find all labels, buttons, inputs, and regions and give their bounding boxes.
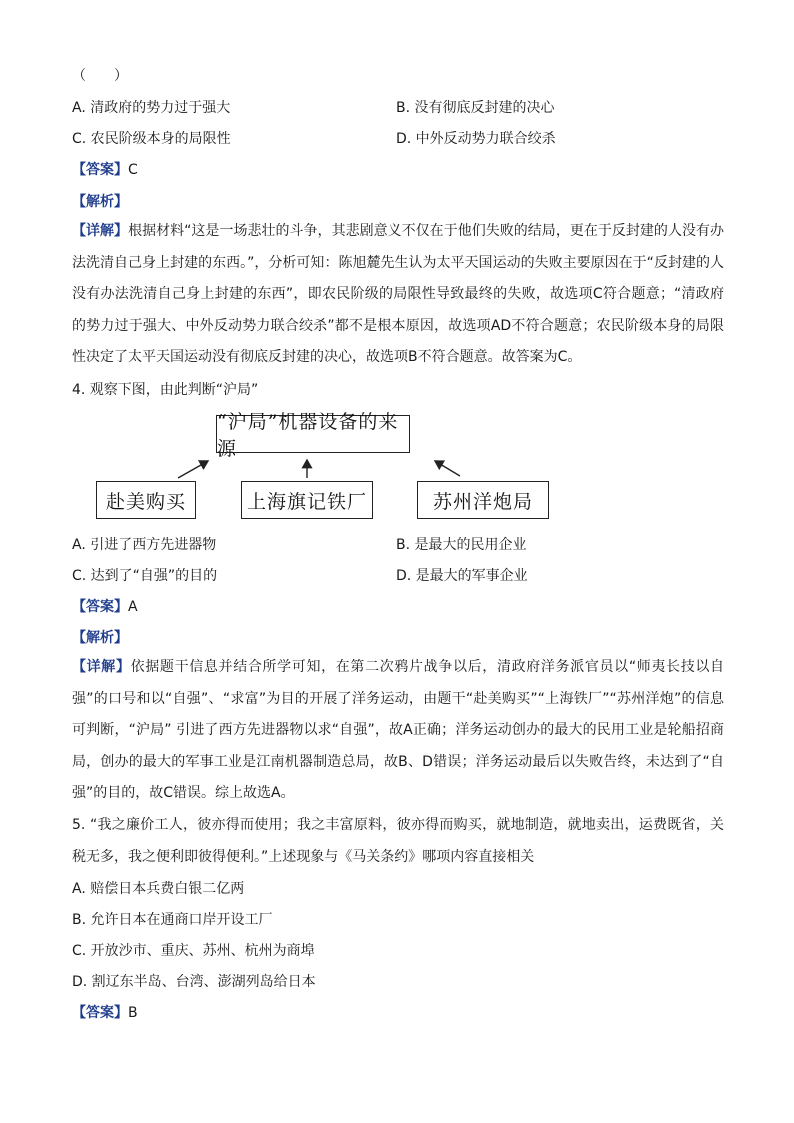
diagram-right-box: 苏州洋炮局 xyxy=(417,481,549,519)
detail-tag: 【详解】 xyxy=(72,659,131,675)
q3-option-b[interactable]: B. 没有彻底反封建的决心 xyxy=(396,100,555,116)
q4-answer xyxy=(72,597,138,617)
answer-value: C xyxy=(128,162,138,178)
q5-option-d[interactable]: D. 割辽东半岛、台湾、澎湖列岛给日本 xyxy=(72,974,316,990)
answer-tag: 【答案】 xyxy=(72,162,128,178)
answer-value: A xyxy=(128,599,138,615)
q5-answer xyxy=(72,1003,138,1023)
detail-tag: 【详解】 xyxy=(72,223,129,239)
q4-option-c[interactable]: C. 达到了“自强”的目的 xyxy=(72,568,218,584)
q4-option-d[interactable]: D. 是最大的军事企业 xyxy=(396,568,528,584)
q4-option-b[interactable]: B. 是最大的民用企业 xyxy=(396,537,527,553)
diagram-top-box: “沪局”机器设备的来源 xyxy=(216,415,410,453)
q3-option-c[interactable]: C. 农民阶级本身的局限性 xyxy=(72,131,231,147)
analysis-tag: 【解析】 xyxy=(72,194,128,210)
diagram-left-box: 赴美购买 xyxy=(96,481,196,519)
q5-option-c[interactable]: C. 开放沙市、重庆、苏州、杭州为商埠 xyxy=(72,943,315,959)
q3-option-d[interactable]: D. 中外反动势力联合绞杀 xyxy=(396,131,556,147)
q4-option-a[interactable]: A. 引进了西方先进器物 xyxy=(72,537,217,553)
q5-option-b[interactable]: B. 允许日本在通商口岸开设工厂 xyxy=(72,912,273,928)
detail-text: 根据材料“这是一场悲壮的斗争，其悲剧意义不仅在于他们失败的结局，更在于反封建的人没有办法洗清自己身上封建的东西。”，分析可知：陈旭麓先生认为太平天国运动的失败主要原因在于“反封建的人没有办法洗清自己身上封建的东西”，即农民阶级的局限性导致最终的失败，故选项C符合题意；“清政府的势力过于强大、中外反动势力联合绞杀”都不是根本原因，故选项AD不符合题意；农民阶级本身的局限性决定了太平天国运动没有彻底反封建的决心，故选项B不符合题意。故答案为C。 xyxy=(72,223,724,366)
q4-detail xyxy=(72,652,724,810)
detail-text: 依据题干信息并结合所学可知，在第二次鸦片战争以后，清政府洋务派官员以“师夷长技以自强”的口号和以“自强”、“求富”为目的开展了洋务运动，由题干“赴美购买”“上海铁厂”“苏州洋炮”的信息可判断，“沪局” 引进了西方先进器物以求“自强”，故A正确；洋务运动创办的最大的民用工业是轮船招商局，创办的最大的军事工业是江南机器制造总局，故B、D错误；洋务运动最后以失败告终，未达到了“自强”的目的，故C错误。综上故选A。 xyxy=(72,659,724,802)
q5-stem: 5. “我之廉价工人，彼亦得而使用；我之丰富原料，彼亦得而购买，就地制造，就地卖出，运费既省，关税无多，我之便利即彼得便利。”上述现象与《马关条约》哪项内容直接相关 xyxy=(72,817,724,865)
answer-tag: 【答案】 xyxy=(72,1005,128,1021)
q4-analysis-tag xyxy=(72,628,128,648)
arrow-left xyxy=(178,461,208,478)
arrow-right xyxy=(435,461,460,476)
answer-value: B xyxy=(128,1005,138,1021)
q4-stem: 4. 观察下图，由此判断“沪局” xyxy=(72,382,259,398)
q5-option-a[interactable]: A. 赔偿日本兵费白银二亿两 xyxy=(72,881,245,897)
q3-stem-tail: （ ） xyxy=(72,68,128,84)
q3-option-a[interactable]: A. 清政府的势力过于强大 xyxy=(72,100,231,116)
analysis-tag: 【解析】 xyxy=(72,630,128,646)
answer-tag: 【答案】 xyxy=(72,599,128,615)
diagram-middle-box: 上海旗记铁厂 xyxy=(241,481,373,519)
